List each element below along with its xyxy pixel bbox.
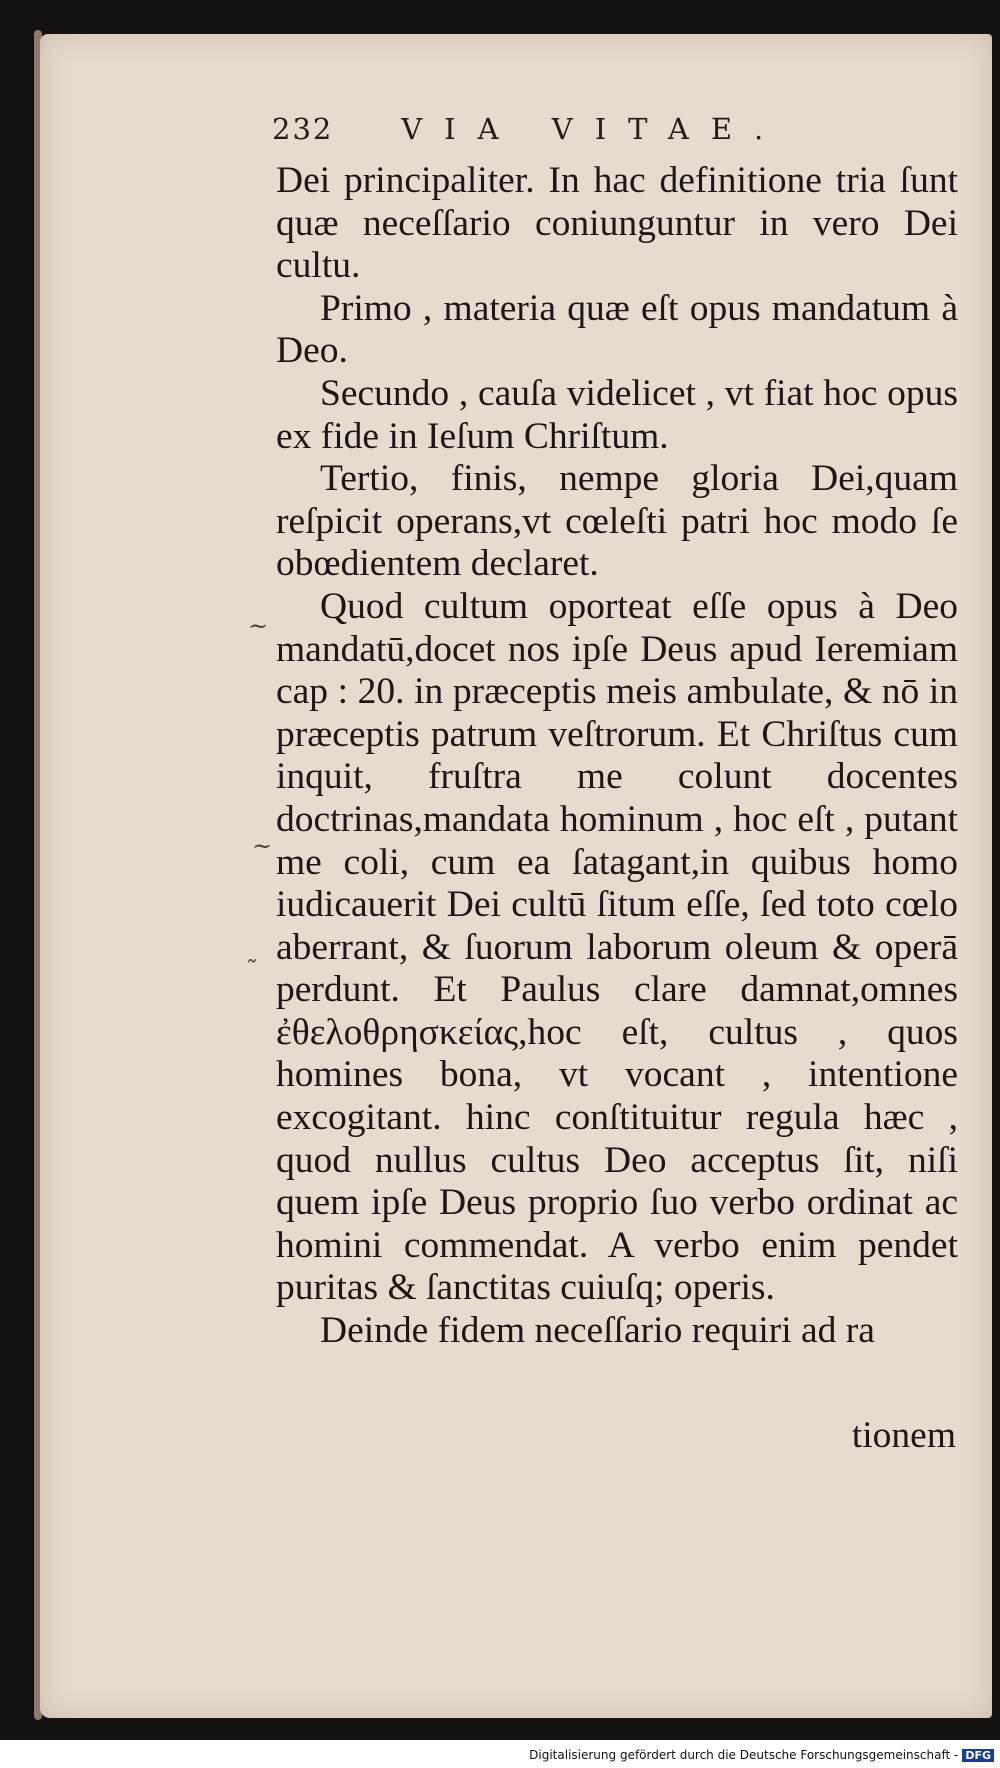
paragraph: Secundo , cauſa videlicet , vt fiat hoc opus ex fide in Ieſum Chriſtum. — [276, 372, 958, 457]
paragraph: Dei principaliter. In hac definitione tria ſunt quæ neceſſario coniunguntur in vero Dei cultu. — [276, 160, 958, 287]
paragraph: Quod cultum oporteat eſſe opus à Deo mandatū,docet nos ipſe Deus apud Ieremiam cap : 20. in præceptis meis ambulate, & nō in præceptis patrum veſtrorum. Et Chriſtus cum inquit, fruſtra me colunt docentes doctrinas,mandata hominum , hoc eſt , putant me coli, cum ea ſatagant,in quibus homo iudicauerit Dei cultū ſitum eſſe, ſed toto cœlo aberrant, & ſuorum laborum oleum & operā perdunt. Et Paulus clare damnat,omnes ἐθελοθρησκείας,hoc eſt, cultus , quos homines bona, vt vocant , intentione excogitant. hinc conſtituitur regula hæc , quod nullus cultus Deo acceptus ſit, niſi quem ipſe Deus proprio ſuo verbo ordinat ac homini commendat. A verbo enim pendet puritas & ſanctitas cuiuſq; operis. — [276, 585, 958, 1309]
credit-text: Digitalisierung gefördert durch die Deutsche Forschungsgemeinschaft - — [529, 1748, 959, 1762]
paragraph: Primo , materia quæ eſt opus mandatum à Deo. — [276, 287, 958, 372]
margin-mark: ~ — [248, 612, 269, 640]
margin-mark: ~ — [252, 832, 273, 860]
catchword: tionem — [851, 1415, 956, 1456]
running-title: VIA VITAE. — [401, 112, 786, 146]
margin-mark: ˜ — [246, 956, 258, 984]
dfg-logo: DFG — [962, 1749, 994, 1762]
paragraph: Tertio, finis, nempe gloria Dei,quam reſpicit operans,vt cœleſti patri hoc modo ſe obœdientem declaret. — [276, 458, 958, 585]
body-text — [276, 160, 958, 1353]
page-header — [272, 112, 785, 146]
paragraph: Deinde fidem neceſſario requiri ad ra — [320, 1310, 875, 1352]
digitization-credit — [529, 1748, 994, 1762]
page-number: 232 — [272, 112, 334, 146]
